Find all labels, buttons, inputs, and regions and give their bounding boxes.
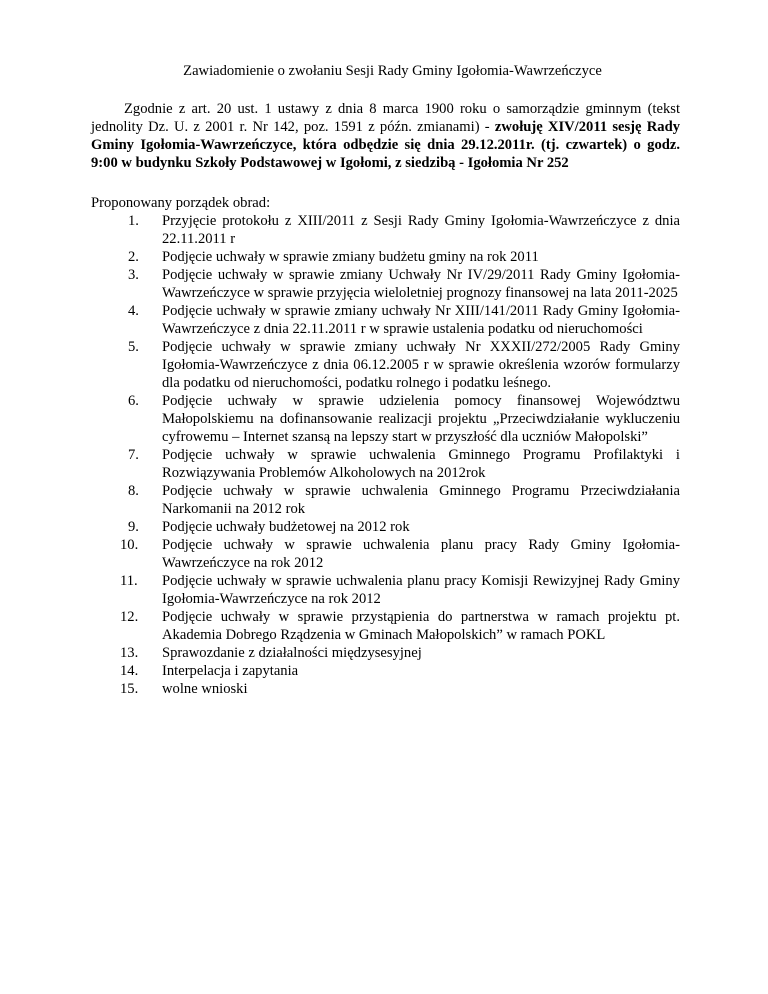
agenda-item-11 xyxy=(91,572,680,608)
agenda-item-number: 6. xyxy=(128,393,139,409)
intro-plain-text: Zgodnie z art. 20 ust. 1 ustawy z dnia 8 marca 1900 roku o samorządzie gminnym (tekst jednolity Dz. U. z 2001 r. Nr 142, poz. 1591 z późn. zmianami) - xyxy=(91,101,680,135)
agenda-item-5 xyxy=(91,338,680,392)
agenda-item-text: Podjęcie uchwały budżetowej na 2012 rok xyxy=(162,519,410,535)
agenda-item-number: 12. xyxy=(120,609,139,625)
agenda-item-number: 13. xyxy=(120,645,139,661)
agenda-item-1 xyxy=(91,212,680,248)
agenda-item-text: wolne wnioski xyxy=(162,681,248,697)
document-title: Zawiadomienie o zwołaniu Sesji Rady Gminy Igołomia-Wawrzeńczyce xyxy=(183,63,602,79)
agenda-item-number: 15. xyxy=(120,681,139,697)
agenda-item-number: 10. xyxy=(120,537,139,553)
agenda-item-6 xyxy=(91,392,680,446)
agenda-item-9 xyxy=(91,518,680,536)
agenda-item-text: Przyjęcie protokołu z XIII/2011 z Sesji Rady Gminy Igołomia-Wawrzeńczyce z dnia 22.11.2011 r xyxy=(162,213,680,247)
agenda-item-number: 2. xyxy=(128,249,139,265)
agenda-item-text: Podjęcie uchwały w sprawie uchwalenia Gminnego Programu Profilaktyki i Rozwiązywania Problemów Alkoholowych na 2012rok xyxy=(162,447,680,481)
agenda-item-number: 14. xyxy=(120,663,139,679)
agenda-item-15 xyxy=(91,680,680,698)
agenda-item-number: 11. xyxy=(120,573,138,589)
agenda-item-3 xyxy=(91,266,680,302)
agenda-item-text: Interpelacja i zapytania xyxy=(162,663,299,679)
agenda-item-text: Sprawozdanie z działalności międzysesyjnej xyxy=(162,645,422,661)
agenda-item-text: Podjęcie uchwały w sprawie zmiany Uchwały Nr IV/29/2011 Rady Gminy Igołomia-Wawrzeńczyce w sprawie przyjęcia wieloletniej prognozy finansowej na lata 2011-2025 xyxy=(162,267,680,301)
agenda-item-text: Podjęcie uchwały w sprawie zmiany uchwały Nr XXXII/272/2005 Rady Gminy Igołomia-Wawrzeńczyce z dnia 06.12.2005 r w sprawie określenia wzorów formularzy dla podatku od nieruchomości, podatku rolnego i podatku leśnego. xyxy=(162,339,680,391)
agenda-item-7 xyxy=(91,446,680,482)
agenda-item-text: Podjęcie uchwały w sprawie przystąpienia do partnerstwa w ramach projektu pt. Akademia Dobrego Rządzenia w Gminach Małopolskich” w ramach POKL xyxy=(162,609,680,643)
agenda-item-4 xyxy=(91,302,680,338)
agenda-item-text: Podjęcie uchwały w sprawie zmiany budżetu gminy na rok 2011 xyxy=(162,249,539,265)
intro-bold-text: zwołuję XIV/2011 sesję Rady Gminy Igołomia-Wawrzeńczyce, która odbędzie się dnia 29.12.2011r. (tj. czwartek) o godz. 9:00 w budynku Szkoły Podstawowej w Igołomi, z siedzibą - Igołomia Nr 252 xyxy=(91,119,680,171)
agenda-item-12 xyxy=(91,608,680,644)
agenda-item-13 xyxy=(91,644,680,662)
agenda-item-10 xyxy=(91,536,680,572)
agenda-item-text: Podjęcie uchwały w sprawie zmiany uchwały Nr XIII/141/2011 Rady Gminy Igołomia-Wawrzeńczyce z dnia 22.11.2011 r w sprawie ustalenia podatku od nieruchomości xyxy=(162,303,680,337)
intro-paragraph xyxy=(91,100,680,172)
agenda-label: Proponowany porządek obrad: xyxy=(91,195,271,211)
agenda-item-number: 7. xyxy=(128,447,139,463)
agenda-item-number: 4. xyxy=(128,303,139,319)
agenda-item-8 xyxy=(91,482,680,518)
agenda-item-text: Podjęcie uchwały w sprawie udzielenia pomocy finansowej Województwu Małopolskiemu na dofinansowanie realizacji projektu „Przeciwdziałanie wykluczeniu cyfrowemu – Internet szansą na lepszy start w przyszłość dla uczniów Małopolski” xyxy=(162,393,680,445)
agenda-item-number: 8. xyxy=(128,483,139,499)
agenda-item-14 xyxy=(91,662,680,680)
agenda-item-number: 1. xyxy=(128,213,139,229)
agenda-item-number: 5. xyxy=(128,339,139,355)
agenda-item-text: Podjęcie uchwały w sprawie uchwalenia Gminnego Programu Przeciwdziałania Narkomanii na 2012 rok xyxy=(162,483,680,517)
agenda-item-text: Podjęcie uchwały w sprawie uchwalenia planu pracy Rady Gminy Igołomia-Wawrzeńczyce na rok 2012 xyxy=(162,537,680,571)
agenda-item-number: 9. xyxy=(128,519,139,535)
agenda-item-text: Podjęcie uchwały w sprawie uchwalenia planu pracy Komisji Rewizyjnej Rady Gminy Igołomia-Wawrzeńczyce na rok 2012 xyxy=(162,573,680,607)
agenda-item-2 xyxy=(91,248,680,266)
agenda-item-number: 3. xyxy=(128,267,139,283)
document-page xyxy=(91,62,680,698)
agenda-list xyxy=(91,212,680,698)
